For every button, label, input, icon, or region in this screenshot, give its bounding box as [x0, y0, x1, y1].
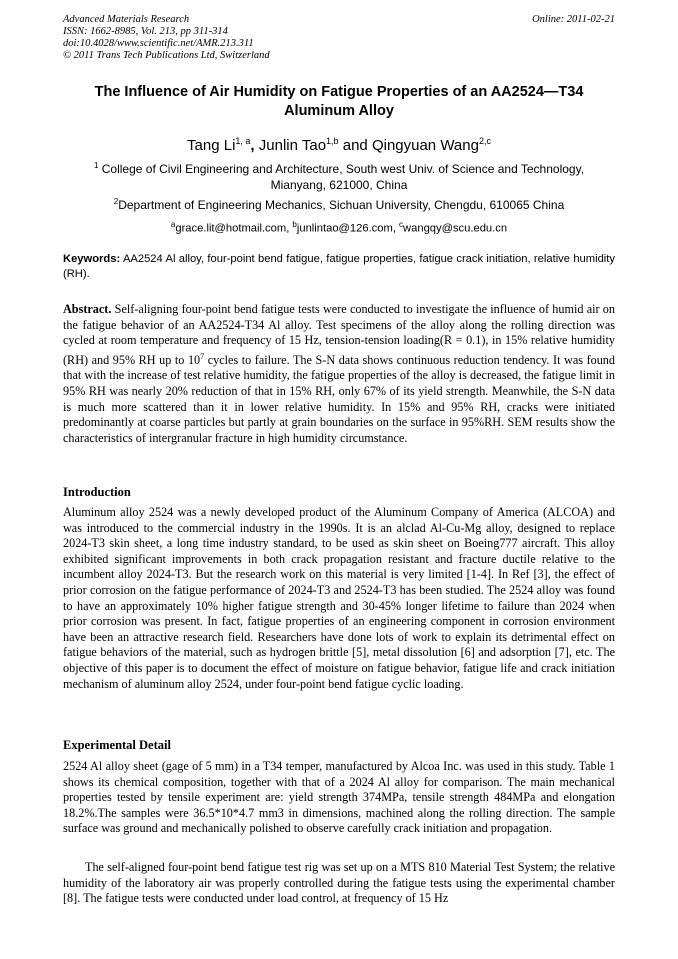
- journal-header: [63, 14, 615, 62]
- email-b[interactable]: junlintao@126.com,: [296, 222, 396, 235]
- journal-issn: ISSN: 1662-8985, Vol. 213, pp 311-314: [63, 26, 228, 37]
- affiliation-1: [40, 158, 638, 193]
- author-and: and: [342, 137, 368, 154]
- experimental-paragraph-2: The self-aligned four-point bend fatigue test rig was set up on a MTS 810 Material Test System; the relative humidity of the laboratory air was properly controlled during the fatigue tests using the experimental chamber [8]. The fatigue tests were conducted under load control, at frequency of 15 Hz: [63, 860, 615, 906]
- email-line: [40, 217, 638, 237]
- abstract-exponent: 7: [200, 351, 205, 361]
- journal-copyright: © 2011 Trans Tech Publications Ltd, Switzerland: [63, 50, 270, 61]
- keywords-label: Keywords:: [63, 253, 121, 265]
- online-date: Online: 2011-02-21: [532, 14, 615, 25]
- abstract-text-1: Self-aligning four-point bend fatigue tests were conducted to investigate the influence of humid air on the fatigue behavior of an AA2524-T34 Al alloy. Test specimens of the alloy along the rolling direction was cycled at room temperature and frequency of 15 Hz, tension-tension loading(R = 0.1), in 15% relative humidity (RH) and 95% RH up to 10: [63, 302, 615, 367]
- affiliation-2-number: 2: [113, 197, 119, 206]
- author-1-name: Tang Li: [187, 137, 236, 154]
- affiliation-1-line-1: College of Civil Engineering and Architecture, South west Univ. of Science and Technology,: [101, 162, 585, 176]
- author-list: Tang Li$^{1, a}$, Junlin Tao$^{1,b}$ and Qingyuan Wang$^{2,c}$: [187, 136, 491, 154]
- email-b-sup: b: [292, 220, 297, 229]
- author-3-name: Qingyuan Wang: [371, 137, 479, 154]
- experimental-heading: Experimental Detail: [63, 738, 171, 752]
- email-c[interactable]: wangqy@scu.edu.cn: [403, 222, 508, 235]
- experimental-paragraph-1: 2524 Al alloy sheet (gage of 5 mm) in a T34 temper, manufactured by Alcoa Inc. was used in this study. Table 1 shows its chemical composition, together with that of a 2024 Al alloy for comparison. The main mechanical properties tested by tensile experiment are: yield strength 374MPa, tensile strength 484MPa and elongation 18.2%.The samples were 36.5*10*4.7 mm3 in dimensions, machined along the rolling direction. The sample surface was ground and mechanically polished to observe carefully crack initiation and propagation.: [63, 759, 615, 836]
- title-line-2: Aluminum Alloy: [284, 103, 394, 119]
- title-line-1: The Influence of Air Humidity on Fatigue Properties of an AA2524—T34: [94, 84, 584, 100]
- abstract-text-2: cycles to failure. The S-N data shows continuous reduction tendency. It was found that with the increase of test relative humidity, the fatigue properties of the alloy is decreased, the fatigue limit in 95% RH was nearly 20% reduction of that in 15% RH, only 67% of its yield strength. Meanwhile, the S-N data is much more scattered than it in lower relative humidity. In 15% and 95% RH, cracks were initiated predominantly at coarse particles but partly at grain boundaries on the surface in 95%RH. SEM results show the characteristics of intergranular fracture in high humidity circumstance.: [63, 352, 615, 445]
- author-3-sup: 2,c: [478, 136, 491, 146]
- affiliation-2: [40, 194, 638, 213]
- email-a-sup: a: [170, 220, 176, 229]
- abstract-label: Abstract.: [63, 302, 112, 316]
- keywords-block: [63, 252, 615, 282]
- author-1-sup: 1, a: [235, 136, 251, 146]
- email-a[interactable]: grace.lit@hotmail.com,: [175, 222, 290, 235]
- affiliation-2-text: Department of Engineering Mechanics, Sichuan University, Chengdu, 610065 China: [118, 198, 565, 212]
- paper-title: [40, 83, 638, 121]
- introduction-text: Aluminum alloy 2524 was a newly developed product of the Aluminum Company of America (ALCOA) and was introduced to the commercial industry in the 1990s. It is an alclad Al-Cu-Mg alloy, designed to replace 2024-T3 skin sheet, a long time industry standard, to be used as skin sheet on Boeing777 aircraft. This alloy exhibited significant improvements in both crack propagation resistant and fracture ductile relative to the incumbent alloy 2024-T3. But the research work on this material is very limited [1-4]. In Ref [3], the effect of prior corrosion on the fatigue performance of 2024-T3 and 2524-T3 has been studied. The 2524 alloy was found to have an approximately 10% higher fatigue strength and 30-45% longer lifetime to failure than 2024 when prior corrosion was present. In fact, fatigue properties of an engineering component in corrosion environment have been an attractive research field. Researchers have done lots of work to explain its detrimental effect on fatigue behaviors of the material, such as hydrogen brittle [5], metal dissolution [6] and adsorption [7], etc. The objective of this paper is to document the effect of moisture on fatigue behavior, fatigue life and crack initiation mechanism of aluminum alloy 2524, under four-point bend fatigue cyclic loading.: [63, 505, 615, 691]
- journal-name: Advanced Materials Research: [63, 14, 190, 25]
- author-2-name: Junlin Tao: [258, 137, 327, 154]
- introduction-heading: Introduction: [63, 485, 131, 499]
- abstract-block: [63, 302, 615, 446]
- affiliation-1-number: 1: [93, 161, 99, 170]
- affiliation-1-line-2: Mianyang, 621000, China: [270, 178, 408, 192]
- email-c-sup: c: [399, 220, 404, 229]
- journal-doi: doi:10.4028/www.scientific.net/AMR.213.311: [63, 38, 254, 49]
- author-2-sup: 1,b: [326, 136, 339, 146]
- keywords-text: AA2524 Al alloy, four-point bend fatigue, fatigue properties, fatigue crack initiation, relative humidity (RH).: [63, 253, 615, 280]
